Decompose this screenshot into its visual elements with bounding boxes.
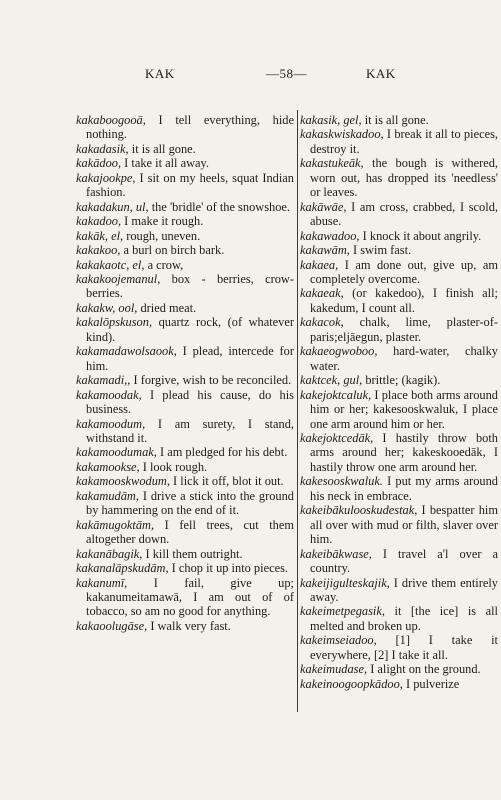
entry-definition: brittle; (kagik). (362, 373, 441, 388)
entry-headword: kakeinoogoopkādoo, (300, 676, 403, 691)
entry-headword: kakakw, ool, (76, 300, 138, 315)
dictionary-entry (76, 460, 294, 474)
dictionary-entry (76, 474, 294, 488)
entry-headword: kakakoojemanul, (76, 271, 161, 286)
entry-headword: kakeimetpegasik, (300, 604, 385, 619)
entry-headword: kakamoodak, (76, 387, 142, 402)
entry-headword: kakamoodum, (76, 416, 146, 431)
dictionary-entry (76, 344, 294, 373)
entry-headword: kakamookse, (76, 459, 140, 474)
entry-definition: I sit on my heels, squat Indian fashion. (86, 170, 294, 200)
entry-headword: kakadakun, ul, (76, 199, 149, 214)
entry-definition: I put my arms around his neck in embrace. (310, 474, 498, 503)
entry-headword: kakamadawolsaook, (76, 344, 177, 359)
entry-definition: quartz rock, (of whatever kind). (86, 315, 294, 344)
entry-headword: kaktcek, gul, (300, 373, 363, 388)
dictionary-entry (300, 474, 498, 503)
entry-definition: rough, uneven. (123, 228, 201, 243)
dictionary-entry (76, 619, 294, 633)
entry-definition: I break it all to pieces, destroy it. (310, 127, 498, 156)
dictionary-entry (76, 373, 294, 387)
dictionary-entry (76, 229, 294, 243)
entry-headword: kakāk, el, (76, 228, 124, 243)
entry-headword: kakaeogwoboo, (300, 344, 378, 359)
dictionary-entry (300, 229, 498, 243)
entry-definition: I forgive, wish to be reconciled. (130, 373, 292, 388)
entry-definition: I am pledged for his debt. (156, 445, 288, 460)
entry-definition: the 'bridle' of the snowshoe. (148, 199, 291, 214)
dictionary-entry (300, 156, 498, 199)
entry-definition: it is all gone. (128, 141, 196, 156)
entry-headword: kakeimudase, (300, 662, 368, 677)
running-header (76, 66, 477, 82)
dictionary-entry (76, 576, 294, 619)
entry-headword: kakeibākwase, (300, 546, 372, 561)
dictionary-entry (300, 344, 498, 373)
dictionary-entry (300, 286, 498, 315)
left-column (76, 113, 294, 633)
dictionary-entry (76, 547, 294, 561)
entry-definition: dried meat. (137, 300, 197, 315)
entry-definition: I make it rough. (121, 214, 204, 229)
entry-definition: I swim fast. (349, 243, 412, 258)
column-divider (297, 110, 298, 712)
dictionary-entry (76, 518, 294, 547)
header-left-guide-word: KAK (145, 66, 175, 81)
entry-headword: kakamudām, (76, 488, 139, 503)
entry-definition: I am surety, I stand, withstand it. (86, 416, 294, 445)
entry-definition: I fail, give up; kakanumeitamawā, I am out of of tobacco, so am no good for anything. (86, 575, 294, 619)
entry-headword: kakejoktcaluk, (300, 387, 372, 402)
entry-headword: kakeibākulooskudestak, (300, 503, 418, 518)
entry-definition: I fell trees, cut them altogether down. (86, 517, 294, 547)
entry-definition: chalk, lime, plaster-of-paris;eljāegun, plaster. (310, 315, 498, 344)
dictionary-entry (300, 503, 498, 546)
dictionary-entry (300, 677, 498, 691)
entry-definition: I am done out, give up, am completely overcome. (310, 257, 498, 286)
entry-definition: I kill them outright. (142, 546, 243, 561)
entry-headword: kakādoo, (76, 156, 122, 171)
entry-definition: it is all gone. (361, 113, 429, 127)
entry-headword: kakejoktcedāk, (300, 430, 374, 445)
entry-definition: I take it all away. (121, 156, 210, 171)
entry-headword: kakakoo, (76, 243, 121, 258)
dictionary-entry (300, 576, 498, 605)
entry-headword: kakanumī, (76, 575, 128, 590)
entry-definition: hard-water, chalky water. (310, 344, 498, 373)
entry-definition: I pulverize (402, 676, 460, 691)
dictionary-entry (76, 489, 294, 518)
dictionary-entry (76, 258, 294, 272)
dictionary-entry (76, 113, 294, 142)
entry-headword: kakanābagik, (76, 546, 143, 561)
entry-definition: I drive a stick into the ground by hammering on the end of it. (86, 488, 294, 518)
entry-headword: kakanalāpskudām, (76, 561, 169, 576)
entry-definition: I alight on the ground. (367, 662, 481, 677)
entry-definition: a burl on birch bark. (120, 243, 225, 258)
right-column (300, 113, 498, 691)
dictionary-entry (300, 113, 498, 127)
entry-definition: a crow, (144, 257, 184, 272)
dictionary-entry (300, 373, 498, 387)
entry-headword: kakāwāe, (300, 199, 347, 214)
entry-headword: kakāmugoktām, (76, 517, 155, 532)
entry-headword: kakajookpe, (76, 170, 136, 185)
dictionary-entry (300, 127, 498, 156)
entry-headword: kakaoolugāse, (76, 618, 148, 633)
dictionary-entry (76, 445, 294, 459)
entry-definition: I knock it about angrily. (359, 228, 482, 243)
entry-headword: kakamoodumak, (76, 445, 157, 460)
entry-definition: I drive them entirely away. (310, 575, 498, 604)
entry-headword: kakaea, (300, 257, 339, 272)
dictionary-entry (76, 388, 294, 417)
entry-headword: kakadasik, (76, 141, 129, 156)
entry-definition: I lick it off, blot it out. (169, 474, 284, 489)
entry-headword: kakamooskwodum, (76, 474, 170, 489)
entry-definition: [1] I take it everywhere, [2] I take it all. (310, 633, 498, 662)
dictionary-entry (76, 156, 294, 170)
dictionary-entry (300, 200, 498, 229)
dictionary-entry (300, 388, 498, 431)
entry-definition: I tell everything, hide nothing. (86, 113, 294, 142)
entry-headword: kakeimseiadoo, (300, 633, 377, 648)
entry-headword: kakawadoo, (300, 228, 360, 243)
entry-headword: kakastukeāk, (300, 156, 364, 171)
page-number: —58— (266, 66, 307, 81)
entry-definition: (or kakedoo), I finish all; kakedum, I count all. (310, 286, 498, 315)
dictionary-entry (300, 258, 498, 287)
entry-definition: I hastily throw both arms around her; kakeskooedāk, I hastily throw one arm around her. (310, 430, 498, 474)
entry-headword: kakalōpskuson, (76, 315, 153, 330)
entry-headword: kakeijigulteskajik, (300, 575, 390, 590)
entry-definition: I am cross, crabbed, I scold, abuse. (310, 199, 498, 229)
entry-definition: I plead his cause, do his business. (86, 387, 294, 417)
dictionary-entry (76, 214, 294, 228)
dictionary-entry (76, 200, 294, 214)
entry-headword: kakaeak, (300, 286, 344, 301)
entry-headword: kakaboogooā, (76, 113, 146, 127)
entry-headword: kakacok, (300, 315, 344, 330)
entry-definition: I walk very fast. (147, 618, 231, 633)
entry-headword: kakesooskwaluk. (300, 474, 383, 489)
entry-headword: kakasik, gel, (300, 113, 362, 127)
dictionary-entry (76, 417, 294, 446)
entry-headword: kakamadi,, (76, 373, 131, 388)
entry-definition: it [the ice] is all melted and broken up. (310, 604, 498, 633)
dictionary-entry (300, 431, 498, 474)
dictionary-entry (300, 315, 498, 344)
dictionary-entry (300, 604, 498, 633)
entry-headword: kakadoo, (76, 214, 122, 229)
entry-headword: kakakaotc, el, (76, 257, 145, 272)
dictionary-entry (76, 171, 294, 200)
header-right-guide-word: KAK (366, 66, 396, 81)
entry-definition: I bespatter him all over with mud or filth, slaver over him. (310, 503, 498, 547)
entry-headword: kakaskwiskadoo, (300, 127, 384, 142)
entry-headword: kakawām, (300, 243, 350, 258)
dictionary-entry (300, 547, 498, 576)
entry-definition: I look rough. (139, 459, 208, 474)
dictionary-entry (76, 301, 294, 315)
entry-definition: I place both arms around him or her; kakesooskwaluk, I place one arm around him or her. (310, 387, 498, 431)
entry-definition: the bough is withered, worn out, has dropped its 'needless' or leaves. (310, 156, 498, 200)
entry-definition: I chop it up into pieces. (168, 561, 288, 576)
dictionary-entry (76, 561, 294, 575)
dictionary-entry (76, 142, 294, 156)
dictionary-entry (300, 633, 498, 662)
dictionary-entry (76, 315, 294, 344)
dictionary-entry (76, 272, 294, 301)
entry-definition: I travel a'l over a country. (310, 546, 498, 576)
dictionary-entry (300, 662, 498, 676)
entry-definition: I plead, intercede for him. (86, 344, 294, 373)
entry-definition: box - berries, crow-berries. (86, 271, 294, 301)
dictionary-entry (300, 243, 498, 257)
dictionary-entry (76, 243, 294, 257)
